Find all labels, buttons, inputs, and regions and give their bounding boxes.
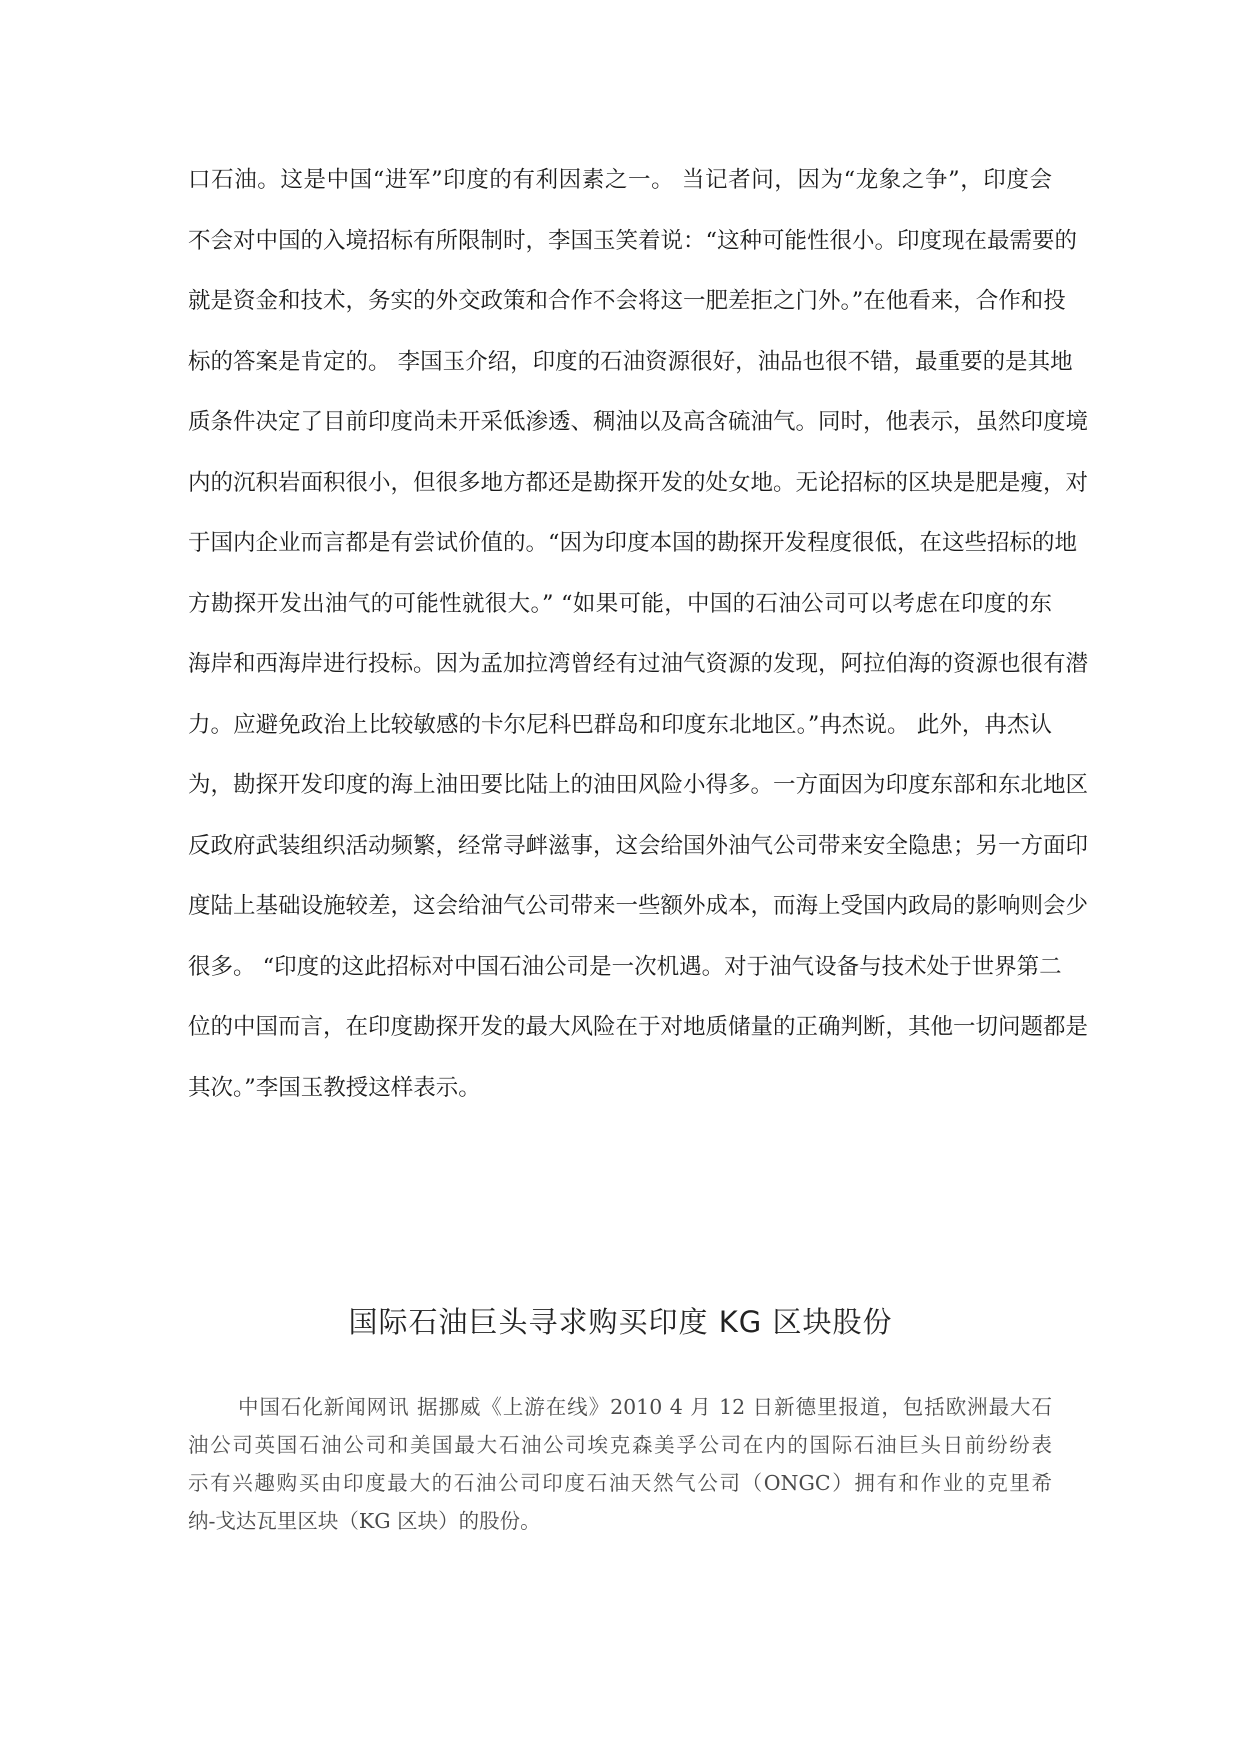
lead-line: 纳-戈达瓦里区块（KG 区块）的股份。 [188,1509,541,1533]
article-body [188,167,1089,1136]
lead-line: 示有兴趣购买由印度最大的石油公司印度石油天然气公司（ONGC）拥有和作业的克里希 [188,1471,1052,1495]
body-line: 质条件决定了目前印度尚未开采低渗透、稠油以及高含硫油气。同时，他表示，虽然印度境 [188,409,1089,435]
body-line: 力。应避免政治上比较敏感的卡尔尼科巴群岛和印度东北地区。”冉杰说。 此外，冉杰认 [188,711,1052,738]
body-line: 其次。”李国玉教授这样表示。 [188,1074,481,1101]
body-line: 反政府武装组织活动频繁，经常寻衅滋事，这会给国外油气公司带来安全隐患；另一方面印 [188,832,1089,859]
body-line: 海岸和西海岸进行投标。因为孟加拉湾曾经有过油气资源的发现，阿拉伯海的资源也很有潜 [188,651,1089,677]
body-line: 方勘探开发出油气的可能性就很大。” “如果可能，中国的石油公司可以考虑在印度的东 [188,590,1052,617]
body-line: 不会对中国的入境招标有所限制时，李国玉笑着说：“这种可能性很小。印度现在最需要的 [188,227,1078,254]
body-line: 内的沉积岩面积很小，但很多地方都还是勘探开发的处女地。无论招标的区块是肥是瘦，对 [188,469,1089,496]
body-line: 位的中国而言，在印度勘探开发的最大风险在于对地质储量的正确判断，其他一切问题都是 [188,1014,1089,1040]
body-line: 很多。 “印度的这此招标对中国石油公司是一次机遇。对于油气设备与技术处于世界第二 [188,953,1062,980]
lead-line: 油公司英国石油公司和美国最大石油公司埃克森美孚公司在内的国际石油巨头日前纷纷表 [188,1433,1052,1457]
lead-line: 中国石化新闻网讯 据挪威《上游在线》2010 4 月 12 日新德里报道，包括欧洲最大石 [238,1395,1052,1419]
body-line: 就是资金和技术，务实的外交政策和合作不会将这一肥差拒之门外。”在他看来，合作和投 [188,288,1066,314]
body-line: 口石油。这是中国“进军”印度的有利因素之一。 当记者问，因为“龙象之争”，印度会 [188,167,1052,193]
news-lead-paragraph [188,1395,1052,1547]
body-line: 度陆上基础设施较差，这会给油气公司带来一些额外成本，而海上受国内政局的影响则会少 [188,893,1089,919]
body-line: 标的答案是肯定的。 李国玉介绍，印度的石油资源很好，油品也很不错，最重要的是其地 [188,348,1073,375]
body-line: 为，勘探开发印度的海上油田要比陆上的油田风险小得多。一方面因为印度东部和东北地区 [188,772,1089,798]
section-heading: 国际石油巨头寻求购买印度 KG 区块股份 [348,1305,893,1339]
body-line: 于国内企业而言都是有尝试价值的。“因为印度本国的勘探开发程度很低，在这些招标的地 [188,530,1078,556]
